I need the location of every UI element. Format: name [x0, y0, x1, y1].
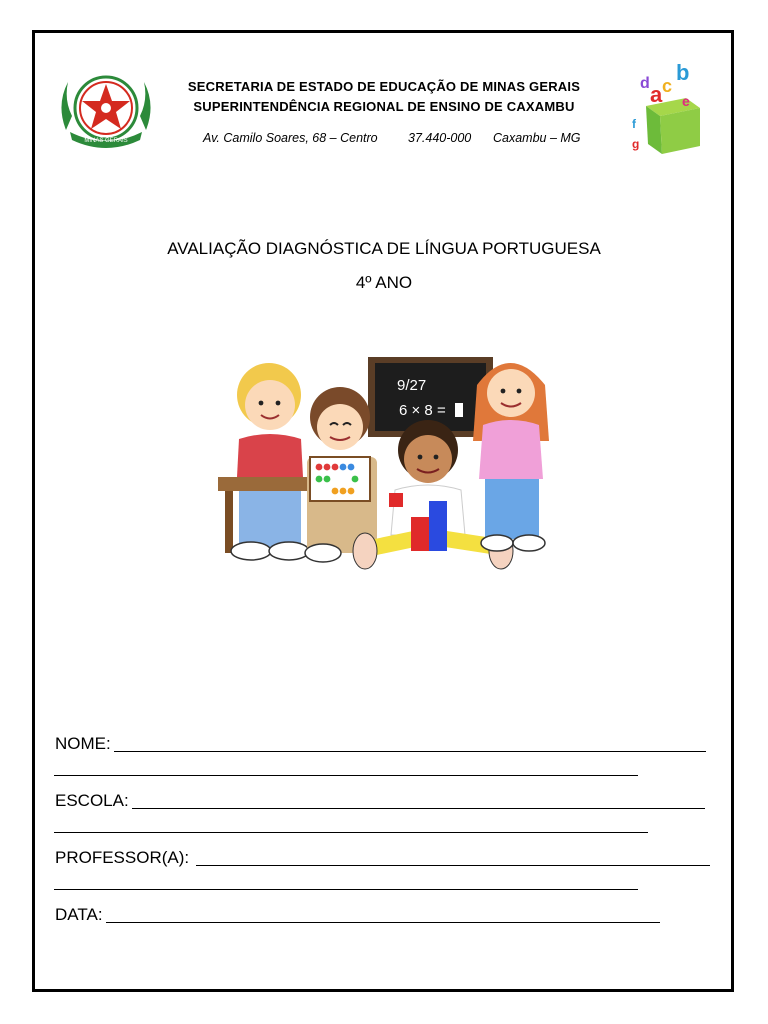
document-title: AVALIAÇÃO DIAGNÓSTICA DE LÍNGUA PORTUGUESA	[167, 239, 601, 258]
zip-code: 37.440-000	[408, 131, 472, 145]
children-classroom-illustration	[215, 345, 555, 580]
svg-text:c: c	[662, 76, 673, 96]
school-continuation-line[interactable]	[54, 832, 648, 833]
name-input-line[interactable]	[114, 751, 706, 752]
svg-text:d: d	[640, 75, 650, 92]
svg-text:f: f	[632, 117, 636, 131]
teacher-label: PROFESSOR(A):	[55, 848, 190, 867]
teacher-input-line[interactable]	[196, 865, 710, 866]
chalkboard-text-2: 6 × 8 =	[399, 402, 446, 419]
grade-label: 4º ANO	[355, 273, 413, 292]
name-label: NOME:	[55, 734, 111, 753]
svg-text:g: g	[632, 137, 640, 151]
svg-text:b: b	[676, 60, 690, 85]
chalkboard-text-1: 9/27	[397, 377, 427, 394]
street-address: Av. Camilo Soares, 68 – Centro	[203, 131, 378, 145]
school-label: ESCOLA:	[55, 791, 129, 810]
abc-box-icon	[628, 58, 718, 158]
city-state: Caxambu – MG	[493, 131, 581, 145]
school-input-line[interactable]	[132, 808, 705, 809]
date-input-line[interactable]	[106, 922, 660, 923]
org-line-1: SECRETARIA DE ESTADO DE EDUCAÇÃO DE MINAS GERAIS	[187, 79, 581, 94]
date-label: DATA:	[55, 905, 103, 924]
seal-label: MINAS GERAIS	[84, 138, 128, 144]
svg-text:a: a	[650, 82, 663, 107]
teacher-continuation-line[interactable]	[54, 889, 638, 890]
name-continuation-line[interactable]	[54, 775, 638, 776]
svg-text:e: e	[682, 93, 690, 109]
org-line-2: SUPERINTENDÊNCIA REGIONAL DE ENSINO DE CAXAMBU	[193, 99, 575, 114]
